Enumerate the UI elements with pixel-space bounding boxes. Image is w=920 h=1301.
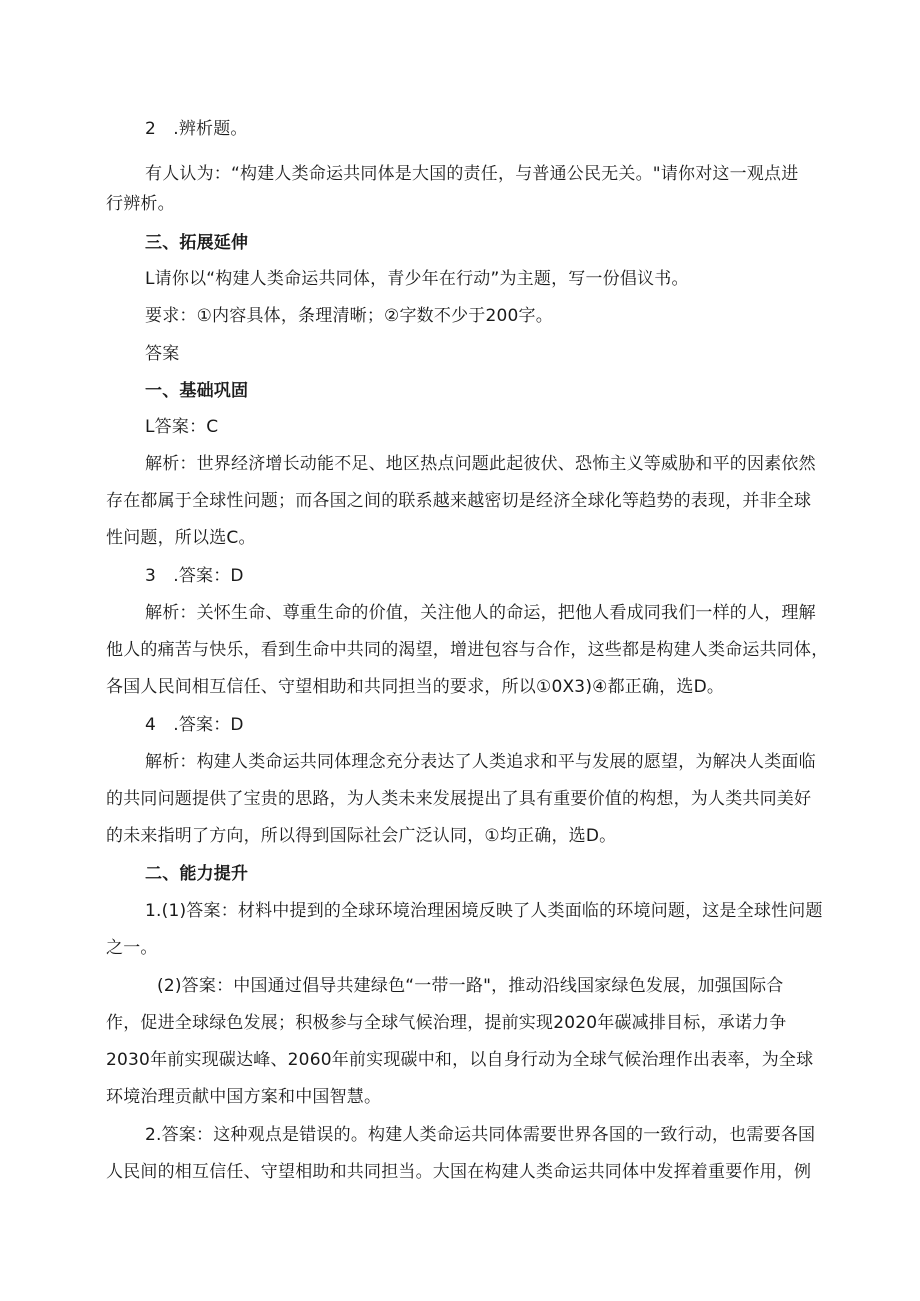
question-2-heading: 2 .辨析题。	[145, 119, 248, 139]
explanation-1-line-1: 解析：世界经济增长动能不足、地区热点问题此起彼伏、恐怖主义等威胁和平的因素依然	[145, 454, 816, 474]
explanation-4-line-2: 的共同问题提供了宝贵的思路，为人类未来发展提出了具有重要价值的构想，为人类共同美好	[106, 789, 812, 809]
explanation-4-line-1: 解析：构建人类命运共同体理念充分表达了人类追求和平与发展的愿望，为解决人类面临	[145, 752, 816, 772]
explanation-3-line-2: 他人的痛苦与快乐，看到生命中共同的渴望，增进包容与合作，这些都是构建人类命运共同体，	[106, 640, 829, 660]
ability-answer-2-line-1: 2.答案：这种观点是错误的。构建人类命运共同体需要世界各国的一致行动，也需要各国	[145, 1125, 816, 1145]
answer-3: 3 .答案：D	[145, 566, 244, 586]
question-2-text-line-2: 行辨析。	[106, 194, 175, 214]
ability-answer-1-2-line-4: 环境治理贡献中国方案和中国智慧。	[106, 1087, 382, 1107]
ability-answer-1-2-line-2: 作，促进全球绿色发展；积极参与全球气候治理，提前实现2020年碳减排目标，承诺力争	[106, 1013, 787, 1033]
section-3-heading: 三、拓展延伸	[145, 233, 249, 253]
section-2-heading: 二、能力提升	[145, 864, 249, 884]
ability-answer-1-1-line-1: 1.(1)答案：材料中提到的全球环境治理困境反映了人类面临的环境问题，这是全球性问题	[145, 901, 823, 921]
answer-4: 4 .答案：D	[145, 715, 244, 735]
section-1-heading: 一、基础巩固	[145, 381, 249, 401]
extension-requirements: 要求：①内容具体，条理清晰；②字数不少于200字。	[145, 306, 553, 326]
ability-answer-1-2-line-1: (2)答案：中国通过倡导共建绿色“一带一路"，推动沿线国家绿色发展，加强国际合	[157, 976, 784, 996]
ability-answer-2-line-2: 人民间的相互信任、守望相助和共同担当。大国在构建人类命运共同体中发挥着重要作用，例	[106, 1162, 812, 1182]
explanation-1-line-3: 性问题，所以选C。	[106, 528, 256, 548]
ability-answer-1-2-line-3: 2030年前实现碳达峰、2060年前实现碳中和，以自身行动为全球气候治理作出表率，为全球	[106, 1050, 814, 1070]
ability-answer-1-1-line-2: 之一。	[106, 938, 158, 958]
answer-1: L答案：C	[145, 417, 219, 437]
explanation-3-line-3: 各国人民间相互信任、守望相助和共同担当的要求，所以①0X3)④都正确，选D。	[106, 677, 725, 697]
answers-heading: 答案	[145, 344, 180, 364]
explanation-1-line-2: 存在都属于全球性问题；而各国之间的联系越来越密切是经济全球化等趋势的表现，并非全球	[106, 491, 812, 511]
explanation-4-line-3: 的未来指明了方向，所以得到国际社会广泛认同，①均正确，选D。	[106, 826, 617, 846]
explanation-3-line-1: 解析：关怀生命、尊重生命的价值，关注他人的命运，把他人看成同我们一样的人，理解	[145, 603, 816, 623]
extension-question-1: L请你以“构建人类命运共同体，青少年在行动”为主题，写一份倡议书。	[145, 269, 689, 289]
question-2-text-line-1: 有人认为：“构建人类命运共同体是大国的责任，与普通公民无关。"请你对这一观点进	[145, 164, 799, 184]
